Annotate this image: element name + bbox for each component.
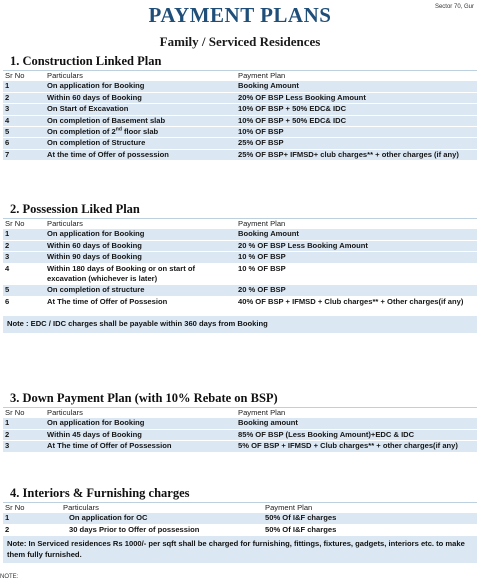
serviced-residences-note: Note: In Serviced residences Rs 1000/- per sqft shall be charged for furnishing, fittings, fixtures, gadgets, interiors etc. to make them fully furnished. [3, 536, 477, 563]
payment-plan-cell: 25% OF BSP [236, 138, 477, 149]
sr-no-cell: 1 [3, 229, 45, 240]
sr-no-cell: 5 [3, 127, 45, 138]
header-particulars: Particulars [45, 219, 236, 230]
particulars-cell: Within 180 days of Booking or on start of excavation (whichever is later) [45, 263, 236, 285]
particulars-cell: At The time of Offer of Possession [45, 441, 236, 452]
table-row [3, 296, 477, 307]
particulars-cell: On completion of Structure [45, 138, 236, 149]
section-interiors-furnishing [0, 485, 480, 563]
table-header-row [3, 408, 477, 419]
particulars-cell: Within 90 days of Booking [45, 252, 236, 263]
payment-plan-cell: 10% OF BSP + 50% EDC& IDC [236, 104, 477, 115]
table-row [3, 115, 477, 126]
table-row [3, 252, 477, 263]
particulars-cell: At the time of Offer of possession [45, 149, 236, 160]
payment-plan-cell: 25% OF BSP+ IFMSD+ club charges** + other charges (if any) [236, 149, 477, 160]
section-construction-linked-plan [0, 53, 480, 161]
header-sr-no: Sr No [3, 503, 61, 514]
sr-no-cell: 2 [3, 524, 61, 535]
sr-no-cell: 1 [3, 81, 45, 92]
section-heading: 4. Interiors & Furnishing charges [10, 486, 190, 500]
sr-no-cell: 7 [3, 149, 45, 160]
payment-table [3, 502, 477, 563]
sr-no-cell: 3 [3, 104, 45, 115]
table-row [3, 138, 477, 149]
payment-plan-cell: 85% OF BSP (Less Booking Amount)+EDC & IDC [236, 429, 477, 440]
payment-plan-cell: 40% OF BSP + IFMSD + Club charges** + Other charges(if any) [236, 296, 477, 307]
header-payment-plan: Payment Plan [236, 408, 477, 419]
section-heading: 1. Construction Linked Plan [10, 54, 162, 68]
payment-table [3, 218, 477, 333]
table-row [3, 513, 477, 524]
sr-no-cell: 3 [3, 441, 45, 452]
payment-plan-cell: 20% OF BSP Less Booking Amount [236, 92, 477, 103]
sr-no-cell: 3 [3, 252, 45, 263]
payment-table [3, 407, 477, 453]
sr-no-cell: 5 [3, 285, 45, 296]
payment-plan-cell: 10% OF BSP [236, 127, 477, 138]
table-row [3, 81, 477, 92]
particulars-cell: On completion of structure [45, 285, 236, 296]
table-row [3, 127, 477, 138]
header-payment-plan: Payment Plan [263, 503, 477, 514]
edc-idc-note: Note : EDC / IDC charges shall be payable within 360 days from Booking [3, 316, 477, 332]
header-payment-plan: Payment Plan [236, 71, 477, 82]
payment-plan-cell: 10 % OF BSP [236, 252, 477, 263]
particulars-text: On completion of 2nd floor slab [47, 126, 159, 137]
table-header-row [3, 71, 477, 82]
header-particulars: Particulars [45, 408, 236, 419]
particulars-cell: 30 days Prior to Offer of possession [61, 524, 263, 535]
header-sr-no: Sr No [3, 408, 45, 419]
table-row [3, 240, 477, 251]
table-header-row [3, 219, 477, 230]
table-row [3, 263, 477, 285]
sr-no-cell: 4 [3, 263, 45, 285]
sr-no-cell: 6 [3, 138, 45, 149]
particulars-cell: On application for Booking [45, 81, 236, 92]
page-title: PAYMENT PLANS [148, 3, 332, 27]
table-row [3, 524, 477, 535]
payment-plan-cell: Booking Amount [236, 81, 477, 92]
location-label: Sector 70, Gur [434, 4, 474, 10]
table-note-row [3, 316, 477, 332]
particulars-cell: At The time of Offer of Possesion [45, 296, 236, 307]
section-possession-linked-plan [0, 201, 480, 333]
table-row [3, 441, 477, 452]
table-row [3, 418, 477, 429]
header-sr-no: Sr No [3, 71, 45, 82]
sr-no-cell: 1 [3, 418, 45, 429]
payment-plan-cell: Booking amount [236, 418, 477, 429]
sr-no-cell: 6 [3, 296, 45, 307]
payment-plan-cell: 20 % OF BSP Less Booking Amount [236, 240, 477, 251]
particulars-cell: On completion of Basement slab [45, 115, 236, 126]
header-particulars: Particulars [45, 71, 236, 82]
sr-no-cell: 2 [3, 429, 45, 440]
section-down-payment-plan [0, 390, 480, 453]
table-header-row [3, 503, 477, 514]
payment-plan-cell: 20 % OF BSP [236, 285, 477, 296]
particulars-cell: On application for OC [61, 513, 263, 524]
sr-no-cell: 2 [3, 92, 45, 103]
payment-plan-cell: 50% Of I&F charges [263, 524, 477, 535]
payment-table [3, 70, 477, 161]
particulars-cell: On application for Booking [45, 418, 236, 429]
sr-no-cell: 4 [3, 115, 45, 126]
table-row [3, 92, 477, 103]
page-subtitle: Family / Serviced Residences [159, 34, 321, 49]
sr-no-cell: 1 [3, 513, 61, 524]
table-note-row [3, 536, 477, 563]
particulars-cell: Within 60 days of Booking [45, 240, 236, 251]
table-row [3, 285, 477, 296]
payment-plan-cell: Booking Amount [236, 229, 477, 240]
particulars-cell: Within 45 days of Booking [45, 429, 236, 440]
section-heading: 3. Down Payment Plan (with 10% Rebate on BSP) [10, 391, 278, 405]
particulars-cell: On application for Booking [45, 229, 236, 240]
particulars-cell [45, 127, 236, 138]
table-row [3, 229, 477, 240]
payment-plan-cell: 50% Of I&F charges [263, 513, 477, 524]
header-sr-no: Sr No [3, 219, 45, 230]
payment-plan-cell: 10 % OF BSP [236, 263, 477, 285]
table-row [3, 104, 477, 115]
bottom-note-label: NOTE: [0, 574, 19, 580]
section-heading: 2. Possession Liked Plan [10, 202, 140, 216]
payment-plan-cell: 10% OF BSP + 50% EDC& IDC [236, 115, 477, 126]
sr-no-cell: 2 [3, 240, 45, 251]
table-row [3, 429, 477, 440]
header-payment-plan: Payment Plan [236, 219, 477, 230]
particulars-cell: Within 60 days of Booking [45, 92, 236, 103]
header-particulars: Particulars [61, 503, 263, 514]
table-row [3, 149, 477, 160]
particulars-cell: On Start of Excavation [45, 104, 236, 115]
payment-plan-cell: 5% OF BSP + IFMSD + Club charges** + other charges(if any) [236, 441, 477, 452]
